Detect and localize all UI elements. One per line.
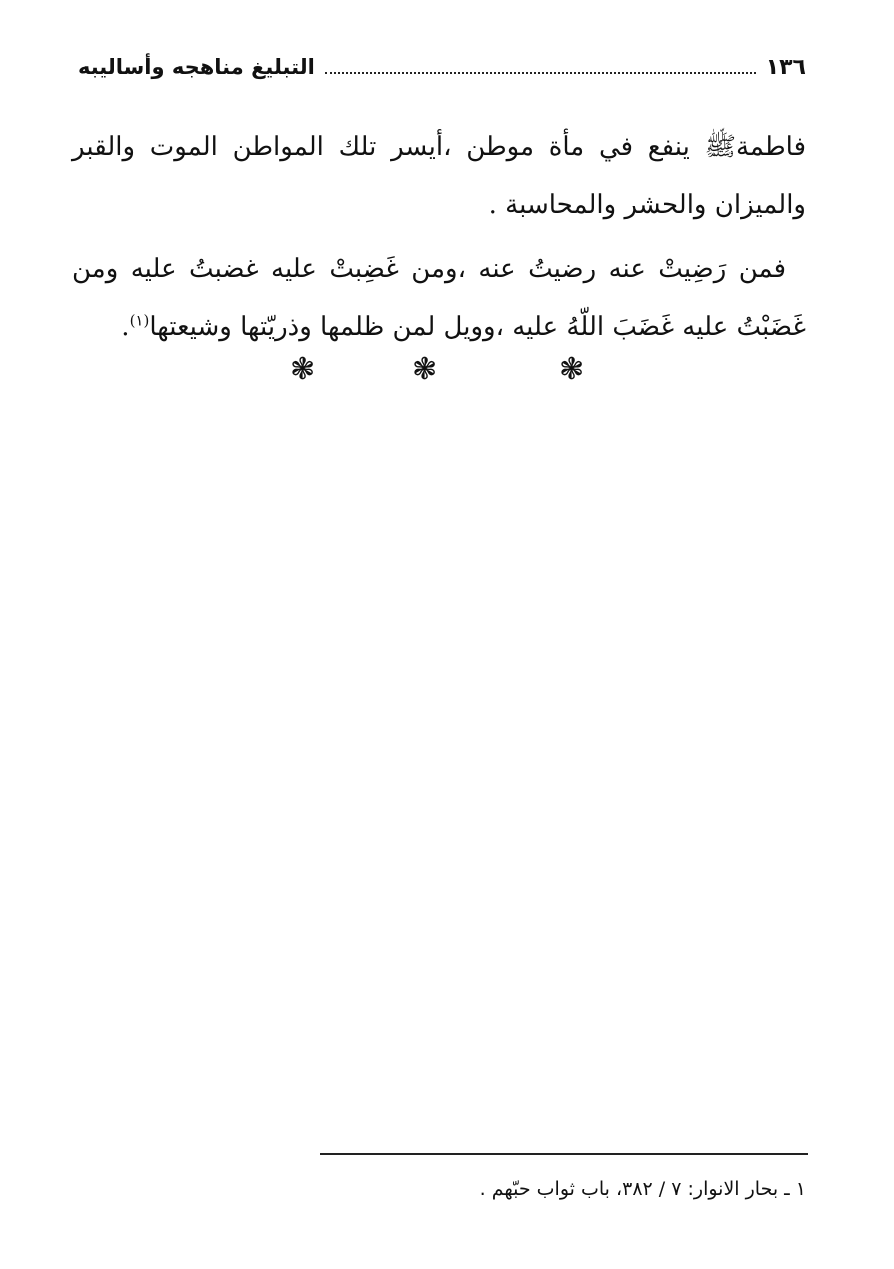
- separator-star-icon: ❃: [559, 352, 585, 387]
- footnote: ١ ـ بحار الانوار: ٧ / ٣٨٢، باب ثواب حبّهم .: [479, 1178, 806, 1200]
- separator-star-icon: ❃: [290, 352, 316, 387]
- main-text: [72, 118, 806, 356]
- paragraph-2-text: فمن رَضِيتْ عنه رضيتُ عنه ،ومن غَضِبتْ عليه غضبتُ عليه ومن غَضَبْتُ عليه غَضَبَ اللّهُ عليه ،وويل لمن ظلمها وذريّتها وشيعتها: [72, 254, 806, 342]
- separator-star-icon: ❃: [412, 352, 438, 387]
- paragraph-2-end: .: [121, 312, 130, 342]
- running-title: التبليغ مناهجه وأساليبه: [78, 55, 315, 79]
- dotted-leader: [325, 72, 756, 74]
- page-number: ١٣٦: [765, 54, 806, 80]
- section-separator: [0, 352, 894, 388]
- paragraph-2: [72, 240, 806, 356]
- footnote-reference: (١): [129, 311, 150, 330]
- running-header: [78, 50, 806, 84]
- footnote-divider: [320, 1153, 808, 1155]
- paragraph-1: فاطمةﷺ ينفع في مأة موطن ،أيسر تلك المواطن الموت والقبر والميزان والحشر والمحاسبة .: [72, 132, 806, 220]
